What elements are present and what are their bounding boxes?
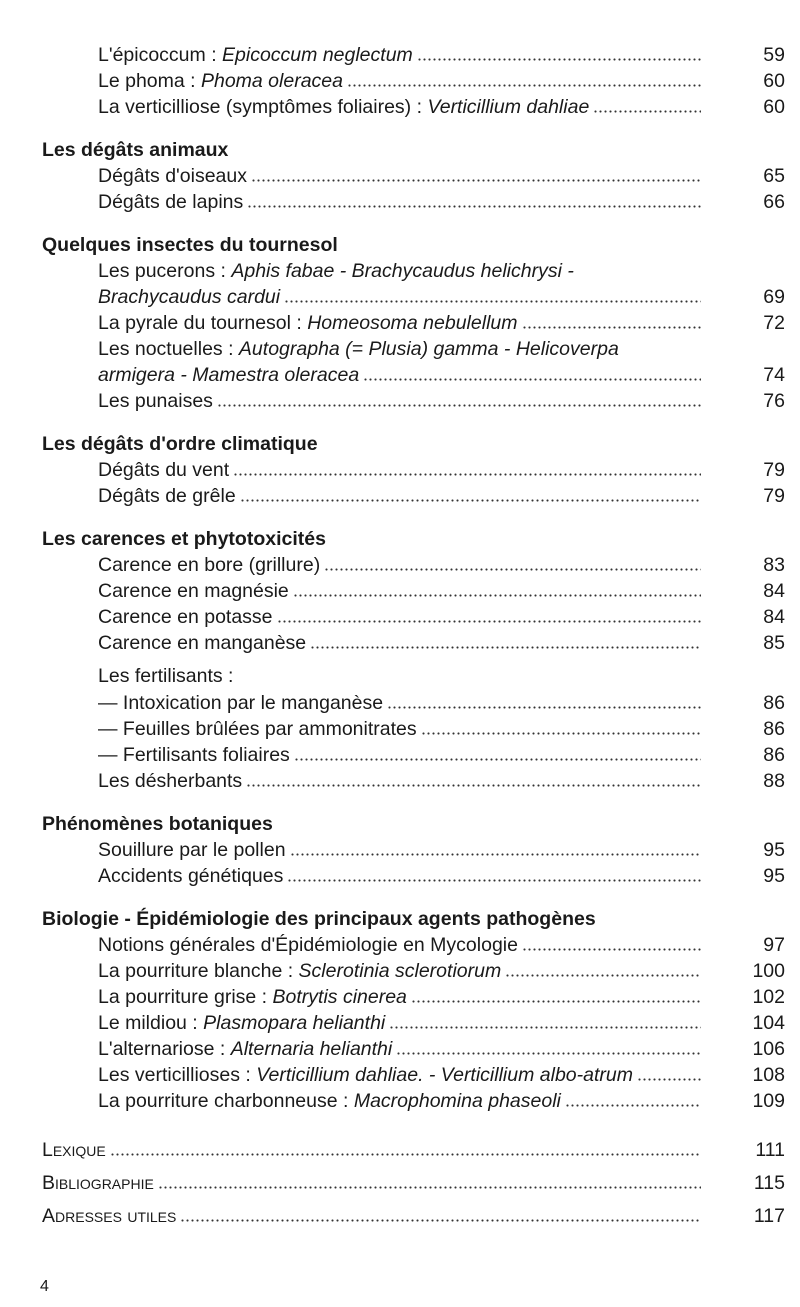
entry-title [98, 837, 286, 863]
entry-page-number: 100 [752, 960, 785, 982]
toc-entry[interactable] [0, 604, 800, 630]
entry-page-number: 84 [763, 580, 785, 602]
section-heading: Quelques insectes du tournesol [42, 234, 338, 256]
italic-text: Epicoccum neglectum [222, 44, 413, 66]
text: Carence en bore (grillure) [98, 554, 321, 576]
toc-entry[interactable] [0, 310, 800, 336]
entry-title [98, 336, 619, 362]
entry-title [98, 68, 343, 94]
entry-title [98, 552, 320, 578]
entry-title [98, 984, 407, 1010]
text: Notions générales d'Épidémiologie en Mycologie [98, 934, 518, 956]
toc-entry[interactable] [0, 958, 800, 984]
toc-entry[interactable] [0, 284, 800, 310]
entry-page-number: 95 [763, 839, 785, 861]
entry-page-number: 97 [763, 934, 785, 956]
entry-page-number: 72 [763, 312, 785, 334]
toc-entry[interactable] [0, 163, 800, 189]
dot-leader [387, 706, 701, 709]
entry-title [98, 1062, 633, 1088]
entry-title [98, 189, 243, 215]
entry-page-number: 59 [763, 44, 785, 66]
dot-leader [389, 1026, 701, 1029]
toc-entry[interactable] [0, 94, 800, 120]
entry-page-number: 84 [763, 606, 785, 628]
italic-text: Plasmopara helianthi [203, 1012, 386, 1034]
toc-entry[interactable] [0, 42, 800, 68]
text: Dégâts d'oiseaux [98, 165, 247, 187]
entry-page-number: 69 [763, 286, 785, 308]
text: Les verticillioses : [98, 1064, 257, 1086]
italic-text: Macrophomina phaseoli [353, 1090, 561, 1112]
italic-text: Aphis fabae - Brachycaudus helichrysi - [231, 260, 574, 282]
entry-page-number: 83 [763, 554, 785, 576]
toc-entry[interactable] [0, 552, 800, 578]
section-heading: Phénomènes botaniques [42, 813, 273, 835]
dot-leader [593, 110, 701, 113]
dot-leader [293, 594, 701, 597]
entry-page-number: 60 [763, 96, 785, 118]
text: — Fertilisants foliaires [98, 744, 290, 766]
text: Les punaises [98, 390, 213, 412]
entry-title [98, 457, 229, 483]
text: La pourriture charbonneuse : [98, 1090, 354, 1112]
entry-title [98, 483, 236, 509]
italic-text: Verticillium dahliae [427, 96, 590, 118]
entry-page-number: 102 [752, 986, 785, 1008]
toc-entry[interactable] [0, 258, 800, 284]
text: Le phoma : [98, 70, 201, 92]
entry-title [98, 1010, 385, 1036]
dot-leader [277, 620, 701, 623]
entry-page-number: 106 [752, 1038, 785, 1060]
toc-entry[interactable] [0, 863, 800, 889]
entry-title [98, 768, 242, 794]
toc-entry[interactable] [0, 837, 800, 863]
text: Dégâts de lapins [98, 191, 244, 213]
entry-title [98, 388, 213, 414]
entry-page-number: 74 [763, 364, 785, 386]
italic-text: Brachycaudus cardui [98, 286, 281, 308]
dot-leader [240, 499, 701, 502]
section-heading: Biologie - Épidémiologie des principaux agents pathogènes [42, 908, 596, 930]
entry-title [98, 742, 290, 768]
entry-title [98, 716, 417, 742]
dot-leader [180, 1219, 701, 1222]
entry-title [98, 863, 283, 889]
text: La pyrale du tournesol : [98, 312, 308, 334]
toc-entry[interactable] [0, 1010, 800, 1036]
entry-title: Lexique [42, 1139, 106, 1161]
section-heading: Les dégâts animaux [42, 139, 229, 161]
entry-title [98, 258, 574, 284]
entry-page-number: 88 [763, 770, 785, 792]
italic-text: Botrytis cinerea [272, 986, 407, 1008]
toc-entry[interactable] [0, 663, 800, 689]
entry-page-number: 86 [763, 718, 785, 740]
toc-entry[interactable] [0, 932, 800, 958]
toc-entry[interactable] [0, 630, 800, 656]
entry-page-number: 85 [763, 632, 785, 654]
toc-entry[interactable] [0, 1088, 800, 1114]
entry-page-number: 60 [763, 70, 785, 92]
dot-leader [287, 879, 701, 882]
section-heading: Les carences et phytotoxicités [42, 528, 326, 550]
toc-entry[interactable] [0, 68, 800, 94]
toc-entry[interactable] [0, 457, 800, 483]
toc-entry[interactable] [0, 578, 800, 604]
text: Les noctuelles : [98, 338, 239, 360]
entry-page-number: 86 [763, 692, 785, 714]
entry-title [98, 284, 280, 310]
entry-page-number: 79 [763, 459, 785, 481]
entry-title [98, 163, 247, 189]
entry-title [98, 630, 306, 656]
dot-leader [522, 326, 702, 329]
dot-leader [110, 1153, 701, 1156]
text: La verticilliose (symptômes foliaires) : [98, 96, 428, 118]
text: La pourriture grise : [98, 986, 273, 1008]
entry-title: Adresses utiles [42, 1205, 177, 1227]
dot-leader [363, 378, 701, 381]
text: Souillure par le pollen [98, 839, 286, 861]
dot-leader [417, 58, 701, 61]
dot-leader [347, 84, 701, 87]
dot-leader [411, 1000, 701, 1003]
entry-title: Bibliographie [42, 1172, 154, 1194]
entry-title [98, 1088, 561, 1114]
entry-page-number: 111 [755, 1139, 785, 1161]
text: L'alternariose : [98, 1038, 231, 1060]
dot-leader [565, 1104, 701, 1107]
dot-leader [284, 300, 701, 303]
text: Le mildiou : [98, 1012, 204, 1034]
text: Carence en manganèse [98, 632, 307, 654]
dot-leader [324, 568, 701, 571]
appendix-entry[interactable] [0, 1203, 800, 1229]
section-heading: Les dégâts d'ordre climatique [42, 433, 318, 455]
entry-title [98, 94, 589, 120]
dot-leader [290, 853, 701, 856]
toc-entry[interactable] [0, 362, 800, 388]
toc-entry[interactable] [0, 483, 800, 509]
entry-title [98, 578, 289, 604]
text: Dégâts du vent [98, 459, 230, 481]
dot-leader [251, 179, 701, 182]
page-number: 4 [40, 1278, 49, 1295]
italic-text: Sclerotinia sclerotiorum [298, 960, 502, 982]
appendix-entry[interactable] [0, 1137, 800, 1163]
entry-title [98, 663, 233, 689]
toc-entry[interactable] [0, 189, 800, 215]
entry-page-number: 117 [753, 1205, 785, 1227]
text: — Intoxication par le manganèse [98, 692, 384, 714]
italic-text: Autographa (= Plusia) gamma - Helicoverpa [238, 338, 619, 360]
text: Accidents génétiques [98, 865, 284, 887]
text: — Feuilles brûlées par ammonitrates [98, 718, 417, 740]
dot-leader [637, 1078, 701, 1081]
toc-entry[interactable] [0, 716, 800, 742]
text: Les désherbants [98, 770, 243, 792]
dot-leader [247, 205, 701, 208]
toc-entry[interactable] [0, 984, 800, 1010]
appendix-entry[interactable] [0, 1170, 800, 1196]
dot-leader [233, 473, 701, 476]
text: L'épicoccum : [98, 44, 223, 66]
toc-entry[interactable] [0, 742, 800, 768]
entry-title [98, 958, 501, 984]
text: Carence en magnésie [98, 580, 289, 602]
toc-entry[interactable] [0, 768, 800, 794]
table-of-contents [0, 42, 800, 1229]
toc-entry[interactable] [0, 388, 800, 414]
entry-title [98, 604, 273, 630]
entry-title [98, 1036, 392, 1062]
entry-title [98, 310, 518, 336]
dot-leader [217, 404, 701, 407]
text: Les fertilisants : [98, 665, 234, 687]
entry-title [98, 42, 413, 68]
text: La pourriture blanche : [98, 960, 299, 982]
toc-entry[interactable] [0, 1062, 800, 1088]
italic-text: Verticillium dahliae. - Verticillium albo-atrum [256, 1064, 633, 1086]
entry-page-number: 66 [763, 191, 785, 213]
dot-leader [310, 646, 701, 649]
dot-leader [246, 784, 701, 787]
entry-title [98, 932, 518, 958]
entry-page-number: 95 [763, 865, 785, 887]
entry-page-number: 86 [763, 744, 785, 766]
entry-page-number: 76 [763, 390, 785, 412]
italic-text: Homeosoma nebulellum [307, 312, 518, 334]
italic-text: Alternaria helianthi [230, 1038, 393, 1060]
entry-page-number: 109 [752, 1090, 785, 1112]
entry-page-number: 108 [752, 1064, 785, 1086]
text: Les pucerons : [98, 260, 232, 282]
toc-entry[interactable] [0, 336, 800, 362]
toc-entry[interactable] [0, 1036, 800, 1062]
entry-title [98, 690, 383, 716]
dot-leader [522, 948, 701, 951]
entry-page-number: 65 [763, 165, 785, 187]
entry-page-number: 115 [753, 1172, 785, 1194]
entry-page-number: 104 [752, 1012, 785, 1034]
italic-text: Phoma oleracea [200, 70, 343, 92]
text: Dégâts de grêle [98, 485, 236, 507]
dot-leader [396, 1052, 701, 1055]
italic-text: armigera - Mamestra oleracea [98, 364, 360, 386]
dot-leader [421, 732, 701, 735]
dot-leader [158, 1186, 701, 1189]
dot-leader [505, 974, 701, 977]
toc-entry[interactable] [0, 690, 800, 716]
text: Carence en potasse [98, 606, 273, 628]
entry-page-number: 79 [763, 485, 785, 507]
dot-leader [294, 758, 701, 761]
entry-title [98, 362, 359, 388]
